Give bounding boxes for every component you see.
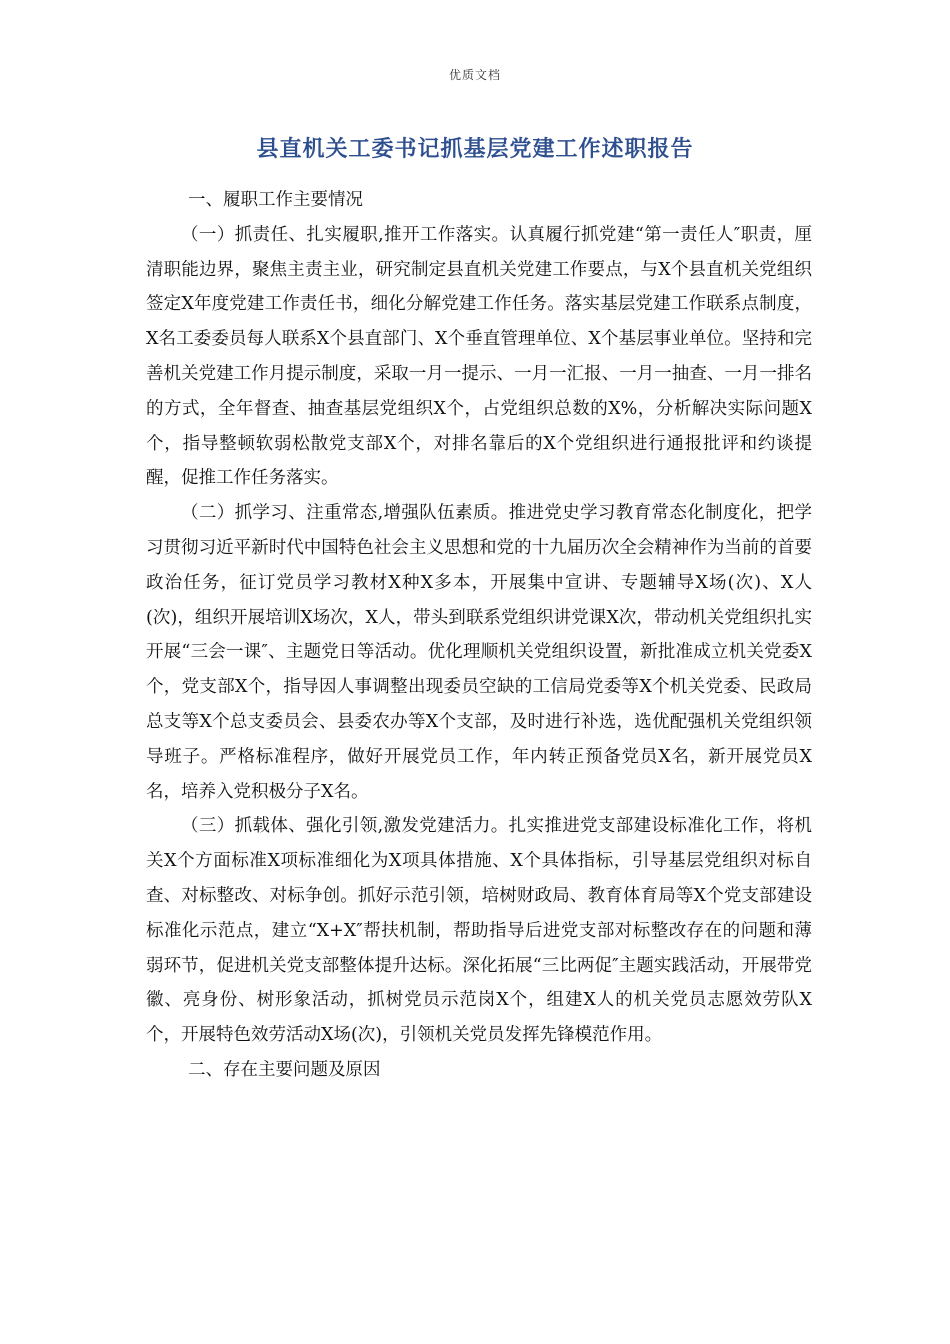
page-header-label: 优质文档 [448, 68, 501, 82]
section-heading-1: 一、履职工作主要情况 [188, 190, 363, 210]
paragraph-1-2: （二）抓学习、注重常态,增强队伍素质。推进党史学习教育常态化制度化，把学习贯彻习近平新时代中国特色社会主义思想和党的十九届历次全会精神作为当前的首要政治任务，征订党员学习教材X种X多本，开展集中宣讲、专题辅导X场(次)、X人(次)，组织开展培训X场次，X人，带头到联系党组织讲党课X次，带动机关党组织扎实开展“三会一课″、主题党日等活动。优化理顺机关党组织设置，新批准成立机关党委X个，党支部X个，指导因人事调整出现委员空缺的工信局党委等X个机关党委、民政局总支等X个总支委员会、县委农办等X个支部，及时进行补选，选优配强机关党组织领导班子。严格标准程序，做好开展党员工作，年内转正预备党员X名，新开展党员X名，培养入党积极分子X名。 [146, 503, 812, 802]
document-body [146, 183, 812, 1088]
section-heading-2: 二、存在主要问题及原因 [188, 1059, 381, 1080]
document-title: 县直机关工委书记抓基层党建工作述职报告 [256, 137, 694, 162]
paragraph-1-1: （一）抓责任、扎实履职,推开工作落实。认真履行抓党建“第一责任人″职责，厘清职能边界，聚焦主责主业，研究制定县直机关党建工作要点，与X个县直机关党组织签定X年度党建工作责任书，细化分解党建工作任务。落实基层党建工作联系点制度，X名工委委员每人联系X个县直部门、X个垂直管理单位、X个基层事业单位。坚持和完善机关党建工作月提示制度，采取一月一提示、一月一汇报、一月一抽查、一月一排名的方式，全年督查、抽查基层党组织X个，占党组织总数的X%，分析解决实际问题X个，指导整顿软弱松散党支部X个，对排名靠后的X个党组织进行通报批评和约谈提醒，促推工作任务落实。 [146, 224, 812, 489]
paragraph-1-3: （三）抓载体、强化引领,激发党建活力。扎实推进党支部建设标准化工作，将机关X个方面标准X项标准细化为X项具体措施、X个具体指标，引导基层党组织对标自查、对标整改、对标争创。抓好示范引领，培树财政局、教育体育局等X个党支部建设标准化示范点，建立“X+X″帮扶机制，帮助指导后进党支部对标整改存在的问题和薄弱环节，促进机关党支部整体提升达标。深化拓展“三比两促″主题实践活动，开展带党徽、亮身份、树形象活动，抓树党员示范岗X个，组建X人的机关党员志愿效劳队X个，开展特色效劳活动X场(次)，引领机关党员发挥先锋模范作用。 [146, 816, 812, 1046]
